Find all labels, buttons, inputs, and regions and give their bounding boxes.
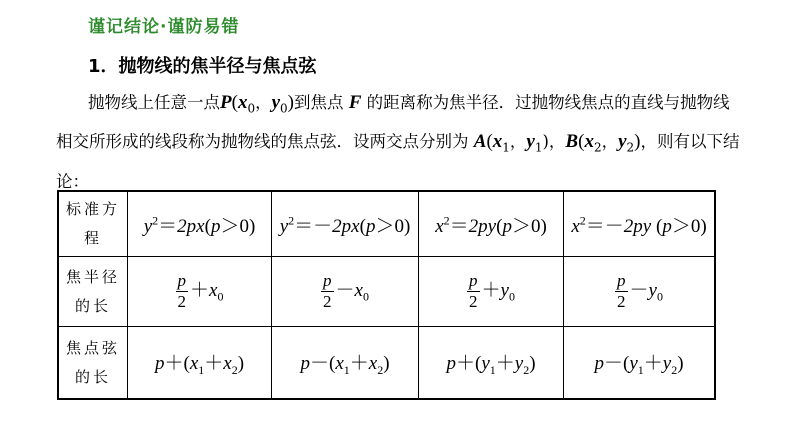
focal-chord-left: $p-(x_1+x_2)$	[272, 327, 419, 400]
section-title: 谨记结论·谨防易错	[88, 17, 240, 37]
focal-chord-right: $p+(x_1+x_2)$	[128, 327, 272, 400]
fraction-p-over-2: $\frac{p}{2}$	[469, 271, 478, 311]
focal-radius-down: $\frac{p}{2}$ $-y_0$	[564, 257, 716, 327]
intro-paragraph: 抛物线上任意一点$P(x_0$，$y_0$)到焦点 F 的距离称为焦半径．过抛物线焦点的直线与抛物线相交所形成的线段称为抛物线的焦点弦．设两交点分别为 $A(x_1$，$y_1$)，$B(x_2$，$y_2$)，则有以下结论：	[56, 92, 740, 191]
table-row-focal-radius	[58, 257, 715, 327]
focal-chord-up: $p+(y_1+y_2)$	[419, 327, 564, 400]
row-label-focal-radius: 焦半径的长	[58, 257, 128, 327]
focal-radius-right: $\frac{p}{2}$ $+x_0$	[128, 257, 272, 327]
table-row-focal-chord	[58, 327, 715, 400]
focal-radius-up: $\frac{p}{2}$ $+y_0$	[419, 257, 564, 327]
fraction-p-over-2: $\frac{p}{2}$	[177, 271, 187, 311]
parabola-formula-table	[57, 190, 716, 400]
fraction-p-over-2: $\frac{p}{2}$	[323, 271, 332, 311]
focal-chord-down: $p-(y_1+y_2)$	[564, 327, 716, 400]
fraction-p-over-2: $\frac{p}{2}$	[617, 271, 626, 311]
row-label-focal-chord: 焦点弦的长	[58, 327, 128, 400]
equation-upward-opening: $x^2=2py(p>0)$	[419, 191, 564, 257]
equation-downward-opening: $x^2=-2py$ (p＞0)	[564, 191, 716, 257]
table-row-standard-equation	[58, 191, 715, 257]
equation-right-opening: $y^2=2px(p>0)$	[128, 191, 272, 257]
equation-left-opening: $y^2=-2px(p>0)$	[272, 191, 419, 257]
focal-radius-left: $\frac{p}{2}$ $-x_0$	[272, 257, 419, 327]
row-label-standard-equation: 标准方程	[58, 191, 128, 257]
heading: 1．抛物线的焦半径与焦点弦	[88, 56, 317, 77]
